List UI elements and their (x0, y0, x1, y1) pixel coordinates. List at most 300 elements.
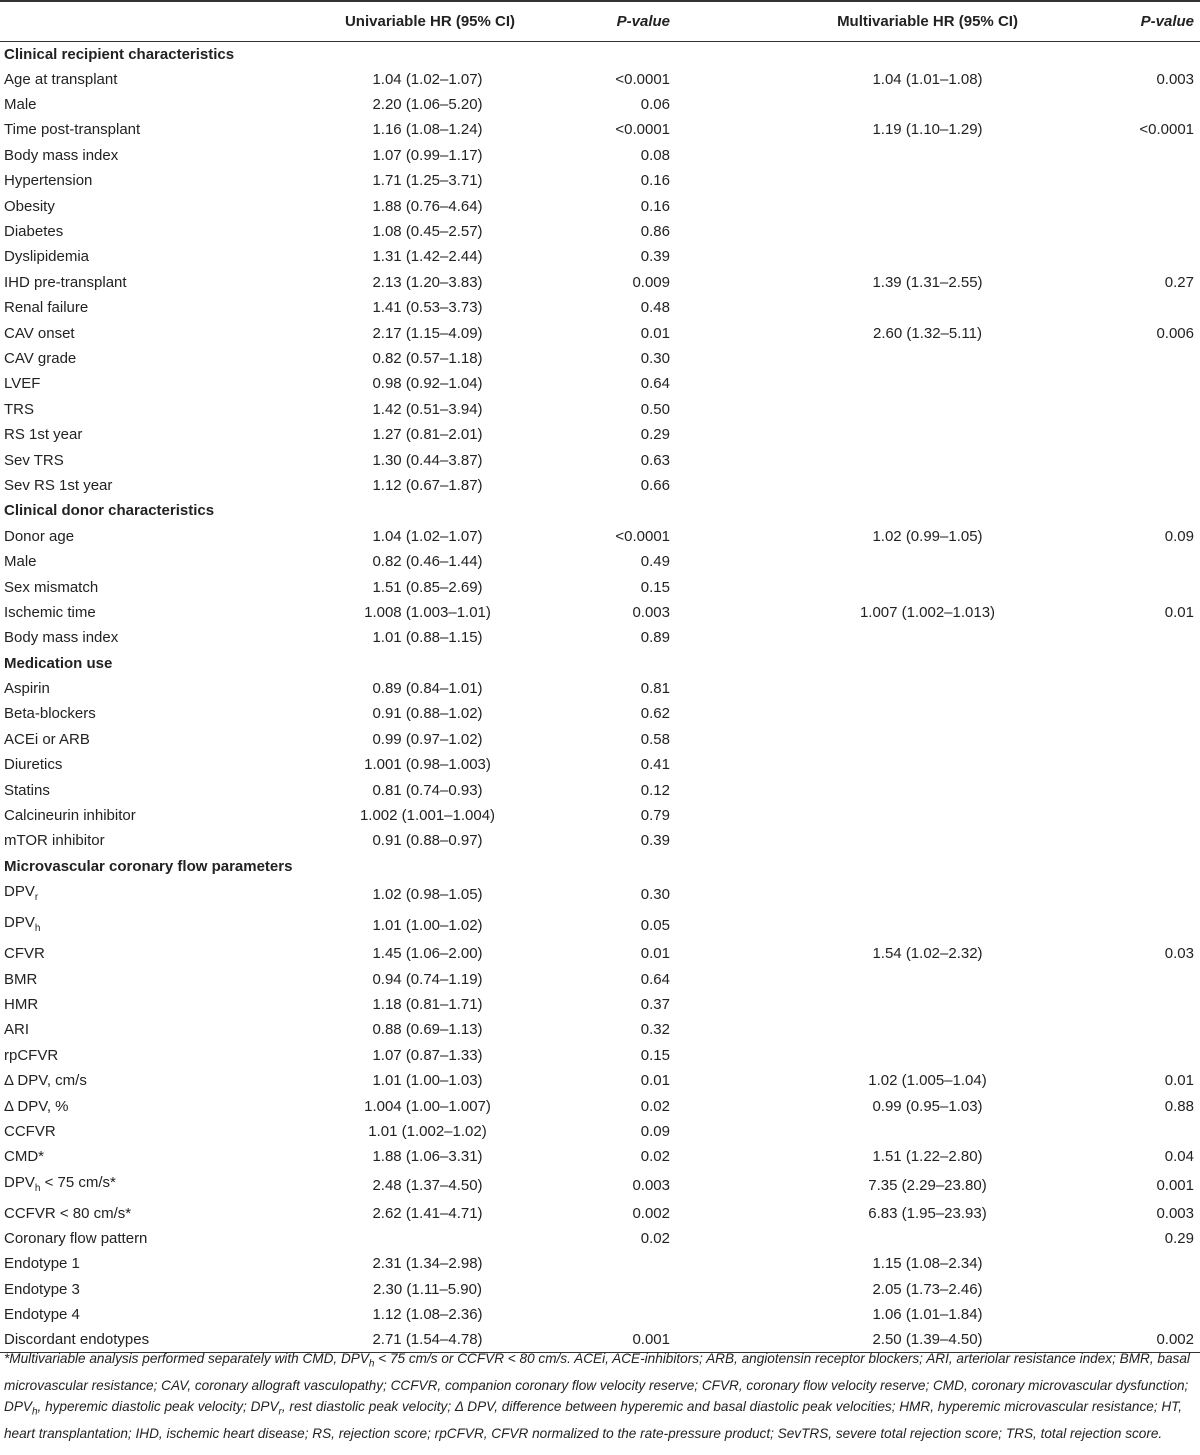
multivariable-p-cell: 0.03 (1164, 945, 1194, 963)
table-row (0, 1093, 1200, 1118)
section-heading: Clinical recipient characteristics (4, 45, 235, 63)
variable-label-text: mTOR inhibitor (4, 832, 105, 850)
table-row (0, 941, 1200, 966)
multivariable-hr-cell (680, 193, 1065, 218)
variable-label (0, 727, 230, 752)
multivariable-p-cell (1065, 1119, 1200, 1144)
variable-label-text: DPV (4, 1173, 35, 1191)
variable-label-text: Body mass index (4, 146, 119, 164)
table-row (0, 422, 1200, 447)
variable-label-text: Discordant endotypes (4, 1331, 150, 1349)
univariable-p-cell: <0.0001 (615, 70, 670, 88)
variable-label (0, 473, 230, 498)
univariable-hr-cell: 1.01 (1.002–1.02) (368, 1122, 487, 1140)
univariable-hr-cell: 0.88 (0.69–1.13) (372, 1021, 483, 1039)
multivariable-hr-cell: 7.35 (2.29–23.80) (868, 1176, 987, 1194)
multivariable-hr-cell (680, 727, 1065, 752)
variable-label (0, 143, 230, 168)
univariable-p-cell (560, 1277, 680, 1302)
variable-label (0, 422, 230, 447)
univariable-p-cell (560, 1251, 680, 1276)
variable-label (0, 1017, 230, 1042)
table-row (0, 777, 1200, 802)
variable-label (0, 625, 230, 650)
multivariable-p-cell: 0.003 (1156, 70, 1194, 88)
multivariable-hr-cell (680, 346, 1065, 371)
univariable-p-cell: 0.39 (640, 248, 670, 266)
univariable-hr-cell: 1.27 (0.81–2.01) (372, 426, 483, 444)
table-row (0, 828, 1200, 853)
multivariable-hr-cell (680, 879, 1065, 910)
variable-label-text: RS 1st year (4, 426, 83, 444)
univariable-hr-cell: 1.002 (1.001–1.004) (359, 807, 496, 825)
univariable-hr-cell: 2.62 (1.41–4.71) (372, 1204, 483, 1222)
variable-label-text: CCFVR (4, 1122, 56, 1140)
univariable-hr-cell: 1.88 (0.76–4.64) (372, 197, 483, 215)
multivariable-p-cell (1065, 193, 1200, 218)
univariable-hr-cell: 2.30 (1.11–5.90) (373, 1280, 482, 1298)
univariable-p-cell: 0.39 (640, 832, 670, 850)
univariable-p-cell: 0.79 (640, 807, 670, 825)
multivariable-p-cell: <0.0001 (1139, 121, 1194, 139)
multivariable-hr-cell (680, 447, 1065, 472)
univariable-hr-cell: 1.16 (1.08–1.24) (372, 121, 483, 139)
table-row (0, 752, 1200, 777)
variable-label-text: Endotype 3 (4, 1280, 80, 1298)
multivariable-p-cell (1065, 295, 1200, 320)
univariable-p-cell: 0.01 (640, 945, 670, 963)
table-row (0, 1119, 1200, 1144)
multivariable-p-cell (1065, 625, 1200, 650)
univariable-hr-cell: 0.89 (0.84–1.01) (372, 680, 483, 698)
table-row (0, 219, 1200, 244)
variable-label-text: Beta-blockers (4, 705, 96, 723)
multivariable-hr-cell (680, 701, 1065, 726)
univariable-p-cell: 0.37 (640, 995, 670, 1013)
univariable-p-cell: 0.48 (640, 299, 670, 317)
multivariable-hr-cell (680, 910, 1065, 941)
table-row (0, 879, 1200, 910)
header-row (0, 1, 1200, 41)
multivariable-hr-cell: 0.99 (0.95–1.03) (872, 1097, 983, 1115)
table-row (0, 1170, 1200, 1201)
multivariable-p-cell (1065, 346, 1200, 371)
univariable-hr-cell: 1.04 (1.02–1.07) (372, 527, 483, 545)
variable-label-text: Sev TRS (4, 451, 64, 469)
table-row (0, 625, 1200, 650)
variable-label-text: CFVR (4, 945, 45, 963)
univariable-hr-cell: 0.82 (0.46–1.44) (372, 553, 483, 571)
univariable-hr-cell (230, 1226, 560, 1251)
table-row (0, 524, 1200, 549)
variable-label-text: Donor age (4, 527, 75, 545)
multivariable-p-cell (1065, 803, 1200, 828)
univariable-hr-cell: 1.18 (0.81–1.71) (372, 995, 483, 1013)
univariable-p-cell: 0.05 (640, 917, 670, 934)
variable-label (0, 295, 230, 320)
univariable-p-cell: 0.002 (632, 1204, 670, 1222)
variable-label-text: Δ DPV, % (4, 1097, 69, 1115)
multivariable-hr-cell: 1.15 (1.08–2.34) (872, 1255, 983, 1273)
table-row (0, 1277, 1200, 1302)
univariable-p-cell: 0.62 (640, 705, 670, 723)
univariable-hr-cell: 2.20 (1.06–5.20) (372, 96, 483, 114)
table-header (0, 1, 1200, 41)
section-row (0, 41, 1200, 67)
multivariable-hr-cell (680, 1043, 1065, 1068)
univariable-p-cell: 0.15 (640, 1046, 670, 1064)
univariable-p-cell: 0.01 (640, 1072, 670, 1090)
multivariable-hr-cell: 2.05 (1.73–2.46) (872, 1280, 983, 1298)
univariable-hr-cell: 1.004 (1.00–1.007) (364, 1097, 491, 1115)
multivariable-p-cell (1065, 447, 1200, 472)
multivariable-p-cell (1065, 777, 1200, 802)
variable-label-text: CAV grade (4, 349, 77, 367)
footnote-sub2: h (31, 1407, 38, 1419)
univariable-p-cell: 0.64 (640, 970, 670, 988)
multivariable-p-cell (1065, 727, 1200, 752)
section-row (0, 650, 1200, 675)
header-variable (0, 1, 230, 41)
univariable-p-cell: 0.15 (640, 578, 670, 596)
multivariable-p-cell: 0.01 (1164, 603, 1194, 621)
table-row (0, 320, 1200, 345)
multivariable-hr-cell: 1.19 (1.10–1.29) (872, 121, 983, 139)
univariable-hr-cell: 0.99 (0.97–1.02) (372, 730, 483, 748)
multivariable-hr-cell (680, 828, 1065, 853)
table-row (0, 270, 1200, 295)
variable-label (0, 524, 230, 549)
variable-label-text: Endotype 4 (4, 1306, 80, 1324)
univariable-hr-cell: 1.01 (0.88–1.15) (372, 629, 483, 647)
multivariable-p-cell (1065, 168, 1200, 193)
variable-label-subscript: h (34, 1182, 41, 1194)
table-row (0, 574, 1200, 599)
table-row (0, 1068, 1200, 1093)
variable-label (0, 600, 230, 625)
table-row (0, 549, 1200, 574)
univariable-hr-cell: 1.30 (0.44–3.87) (372, 451, 483, 469)
univariable-p-cell: 0.66 (640, 476, 670, 494)
variable-label-text: CAV onset (4, 324, 75, 342)
variable-label (0, 966, 230, 991)
univariable-p-cell: 0.02 (640, 1230, 670, 1248)
variable-label (0, 447, 230, 472)
variable-label (0, 371, 230, 396)
multivariable-p-cell (1065, 910, 1200, 941)
variable-label-text: BMR (4, 970, 38, 988)
variable-label-text: Aspirin (4, 680, 50, 698)
univariable-p-cell: 0.12 (640, 781, 670, 799)
variable-label-text: Statins (4, 781, 50, 799)
multivariable-hr-cell (680, 625, 1065, 650)
variable-label-subscript: r (34, 892, 39, 903)
multivariable-hr-cell (680, 574, 1065, 599)
variable-label (0, 1170, 230, 1201)
variable-label (0, 346, 230, 371)
variable-label (0, 193, 230, 218)
table-row (0, 346, 1200, 371)
variable-label (0, 270, 230, 295)
univariable-hr-cell: 1.41 (0.53–3.73) (372, 299, 483, 317)
variable-label-text: Male (4, 553, 37, 571)
multivariable-hr-cell (680, 992, 1065, 1017)
multivariable-hr-cell: 2.50 (1.39–4.50) (680, 1327, 1065, 1353)
variable-label-text: Male (4, 96, 37, 114)
multivariable-hr-cell: 1.06 (1.01–1.84) (872, 1306, 983, 1324)
univariable-p-cell: <0.0001 (615, 527, 670, 545)
table-row (0, 473, 1200, 498)
table-body (0, 41, 1200, 1353)
univariable-p-cell: 0.02 (640, 1097, 670, 1115)
univariable-p-cell: 0.01 (640, 324, 670, 342)
variable-label (0, 1251, 230, 1276)
section-row (0, 854, 1200, 879)
variable-label-text: Sex mismatch (4, 578, 99, 596)
univariable-p-cell: 0.41 (640, 756, 670, 774)
table-row (0, 67, 1200, 92)
variable-label-text: DPV (4, 914, 35, 931)
table-row (0, 1201, 1200, 1226)
variable-label-text: HMR (4, 995, 39, 1013)
multivariable-p-cell: 0.01 (1164, 1072, 1194, 1090)
multivariable-p-cell: 0.04 (1164, 1148, 1194, 1166)
multivariable-hr-cell (680, 966, 1065, 991)
table-footnote (4, 1348, 1196, 1445)
header-multivariable-p: P-value (1065, 1, 1200, 41)
footnote-part3: , hyperemic diastolic peak velocity; DPV (37, 1399, 279, 1415)
variable-label (0, 910, 230, 941)
univariable-p-cell: 0.09 (640, 1122, 670, 1140)
multivariable-hr-cell: 1.02 (1.005–1.04) (868, 1072, 987, 1090)
variable-label-text: Dyslipidemia (4, 248, 90, 266)
table-row (0, 1144, 1200, 1169)
multivariable-hr-cell (680, 295, 1065, 320)
variable-label-text: DPV (4, 883, 35, 900)
univariable-hr-cell: 1.42 (0.51–3.94) (372, 400, 483, 418)
univariable-hr-cell: 1.51 (0.85–2.69) (372, 578, 483, 596)
variable-label-text: rpCFVR (4, 1046, 59, 1064)
variable-label (0, 879, 230, 910)
univariable-hr-cell: 1.02 (0.98–1.05) (372, 886, 483, 903)
multivariable-hr-cell (680, 371, 1065, 396)
multivariable-hr-cell (680, 219, 1065, 244)
univariable-hr-cell: 1.08 (0.45–2.57) (372, 223, 483, 241)
multivariable-p-cell (1065, 1277, 1200, 1302)
univariable-p-cell: 0.64 (640, 375, 670, 393)
multivariable-hr-cell: 1.54 (1.02–2.32) (872, 945, 983, 963)
multivariable-hr-cell (680, 168, 1065, 193)
multivariable-p-cell (1065, 371, 1200, 396)
variable-label (0, 92, 230, 117)
univariable-p-cell: 0.81 (640, 680, 670, 698)
footnote-sub3: r (278, 1407, 282, 1419)
table-row (0, 397, 1200, 422)
table-row (0, 143, 1200, 168)
univariable-hr-cell: 0.98 (0.92–1.04) (372, 375, 483, 393)
multivariable-p-cell (1065, 828, 1200, 853)
multivariable-p-cell (1065, 752, 1200, 777)
multivariable-hr-cell (680, 676, 1065, 701)
multivariable-p-cell (1065, 992, 1200, 1017)
variable-label-text: IHD pre-transplant (4, 273, 127, 291)
univariable-p-cell: 0.009 (632, 273, 670, 291)
univariable-hr-cell: 1.008 (1.003–1.01) (364, 603, 491, 621)
table-row (0, 244, 1200, 269)
variable-label (0, 244, 230, 269)
univariable-p-cell: 0.58 (640, 730, 670, 748)
variable-label-text: Δ DPV, cm/s (4, 1072, 87, 1090)
multivariable-hr-cell (680, 803, 1065, 828)
univariable-p-cell: 0.32 (640, 1021, 670, 1039)
univariable-hr-cell: 1.01 (1.00–1.03) (372, 1072, 483, 1090)
multivariable-p-cell: 0.27 (1164, 273, 1194, 291)
variable-label (0, 992, 230, 1017)
table-row (0, 1043, 1200, 1068)
variable-label-text: Hypertension (4, 172, 93, 190)
univariable-p-cell (560, 1302, 680, 1327)
variable-label-text: TRS (4, 400, 34, 418)
variable-label (0, 549, 230, 574)
variable-label (0, 1226, 230, 1251)
multivariable-p-cell: 0.002 (1065, 1327, 1200, 1353)
univariable-p-cell: 0.16 (640, 197, 670, 215)
table-row (0, 168, 1200, 193)
variable-label (0, 752, 230, 777)
univariable-hr-cell: 1.45 (1.06–2.00) (372, 945, 483, 963)
multivariable-hr-cell: 1.04 (1.01–1.08) (872, 70, 983, 88)
univariable-hr-cell: 1.07 (0.99–1.17) (372, 146, 483, 164)
variable-label (0, 1144, 230, 1169)
variable-label (0, 1201, 230, 1226)
table-row (0, 1251, 1200, 1276)
variable-label-text: Obesity (4, 197, 55, 215)
multivariable-p-cell: 0.29 (1164, 1230, 1194, 1248)
multivariable-hr-cell (680, 549, 1065, 574)
univariable-hr-cell: 2.31 (1.34–2.98) (372, 1255, 483, 1273)
univariable-hr-cell: 0.91 (0.88–0.97) (372, 832, 483, 850)
footnote-part4: , rest diastolic peak velocity; Δ DPV, difference between hyperemic and basal diastolic peak velocities; HMR, hyperemic microvascular resistance; HT, heart transplantation; IHD, ischemic heart disease; RS, rejection score; rpCFVR, CFVR normalized to the rate-pressure product; SevTRS, severe total rejection score; TRS, total rejection score. (4, 1399, 1183, 1442)
multivariable-p-cell (1065, 574, 1200, 599)
univariable-hr-cell: 0.91 (0.88–1.02) (372, 705, 483, 723)
variable-label (0, 574, 230, 599)
variable-label (0, 941, 230, 966)
univariable-p-cell: 0.02 (640, 1148, 670, 1166)
univariable-hr-cell: 1.12 (1.08–2.36) (372, 1306, 483, 1324)
multivariable-hr-cell: 1.51 (1.22–2.80) (872, 1148, 983, 1166)
univariable-p-cell: <0.0001 (615, 121, 670, 139)
multivariable-p-cell: 0.09 (1164, 527, 1194, 545)
variable-label-suffix: < 75 cm/s* (40, 1173, 116, 1191)
table-row (0, 910, 1200, 941)
multivariable-p-cell (1065, 1251, 1200, 1276)
multivariable-p-cell: 0.001 (1156, 1176, 1194, 1194)
multivariable-p-cell (1065, 1043, 1200, 1068)
variable-label-text: Diuretics (4, 756, 63, 774)
table-row (0, 600, 1200, 625)
table-row (0, 676, 1200, 701)
multivariable-hr-cell (680, 244, 1065, 269)
table-row (0, 193, 1200, 218)
univariable-hr-cell: 1.04 (1.02–1.07) (372, 70, 483, 88)
univariable-p-cell: 0.86 (640, 223, 670, 241)
variable-label (0, 676, 230, 701)
univariable-p-cell: 0.08 (640, 146, 670, 164)
variable-label (0, 168, 230, 193)
table-row (0, 92, 1200, 117)
variable-label-text: ACEi or ARB (4, 730, 90, 748)
univariable-p-cell: 0.06 (640, 96, 670, 114)
variable-label-subscript: h (34, 923, 41, 934)
multivariable-hr-cell (680, 143, 1065, 168)
variable-label (0, 828, 230, 853)
table-row (0, 117, 1200, 142)
table-row (0, 803, 1200, 828)
variable-label (0, 117, 230, 142)
multivariable-p-cell (1065, 1302, 1200, 1327)
univariable-p-cell: 0.50 (640, 400, 670, 418)
multivariable-p-cell (1065, 966, 1200, 991)
univariable-hr-cell: 1.31 (1.42–2.44) (372, 248, 483, 266)
variable-label (0, 320, 230, 345)
multivariable-p-cell (1065, 549, 1200, 574)
univariable-hr-cell: 0.82 (0.57–1.18) (372, 349, 483, 367)
multivariable-p-cell (1065, 219, 1200, 244)
multivariable-hr-cell (680, 752, 1065, 777)
variable-label-text: Sev RS 1st year (4, 476, 113, 494)
univariable-p-cell: 0.30 (640, 349, 670, 367)
univariable-hr-cell: 2.17 (1.15–4.09) (372, 324, 483, 342)
univariable-hr-cell: 1.01 (1.00–1.02) (372, 917, 483, 934)
multivariable-p-cell (1065, 397, 1200, 422)
variable-label-text: Time post-transplant (4, 121, 141, 139)
table-row (0, 966, 1200, 991)
multivariable-hr-cell (680, 422, 1065, 447)
univariable-p-cell: 0.89 (640, 629, 670, 647)
variable-label-text: Calcineurin inhibitor (4, 807, 136, 825)
multivariable-p-cell (1065, 244, 1200, 269)
footnote-part1: *Multivariable analysis performed separately with CMD, DPV (4, 1351, 369, 1366)
univariable-p-cell: 0.003 (632, 603, 670, 621)
univariable-p-cell: 0.30 (640, 886, 670, 903)
section-heading: Medication use (4, 654, 113, 672)
univariable-hr-cell: 1.88 (1.06–3.31) (372, 1148, 483, 1166)
table-row (0, 701, 1200, 726)
univariable-p-cell: 0.003 (632, 1176, 670, 1194)
variable-label (0, 397, 230, 422)
univariable-p-cell: 0.49 (640, 553, 670, 571)
multivariable-p-cell: 0.88 (1164, 1097, 1194, 1115)
footnote-part2: < 75 cm/s or CCFVR < 80 cm/s. ACEi, ACE-inhibitors; ARB, angiotensin receptor blockers; ARI, arteriolar resistance index; BMR, basal microvascular resistance; CAV, coronary allograft vasculopathy; CCFVR, companion coronary flow velocity reserve; CFVR, coronary flow velocity reserve; CMD, coronary microvascular dysfunction; DPV (4, 1351, 1190, 1415)
variable-label (0, 701, 230, 726)
multivariable-hr-cell (680, 1017, 1065, 1042)
variable-label (0, 1068, 230, 1093)
header-multivariable-hr: Multivariable HR (95% CI) (680, 1, 1065, 41)
multivariable-p-cell (1065, 879, 1200, 910)
univariable-hr-cell: 0.81 (0.74–0.93) (372, 781, 483, 799)
section-heading: Clinical donor characteristics (4, 502, 215, 520)
variable-label (0, 1093, 230, 1118)
table-row (0, 1302, 1200, 1327)
multivariable-hr-cell (680, 92, 1065, 117)
variable-label (0, 67, 230, 92)
variable-label-text: ARI (4, 1021, 30, 1039)
variable-label-text: Ischemic time (4, 603, 96, 621)
variable-label (0, 1119, 230, 1144)
univariable-p-cell: 0.63 (640, 451, 670, 469)
section-row (0, 498, 1200, 523)
univariable-hr-cell: 1.001 (0.98–1.003) (364, 756, 491, 774)
